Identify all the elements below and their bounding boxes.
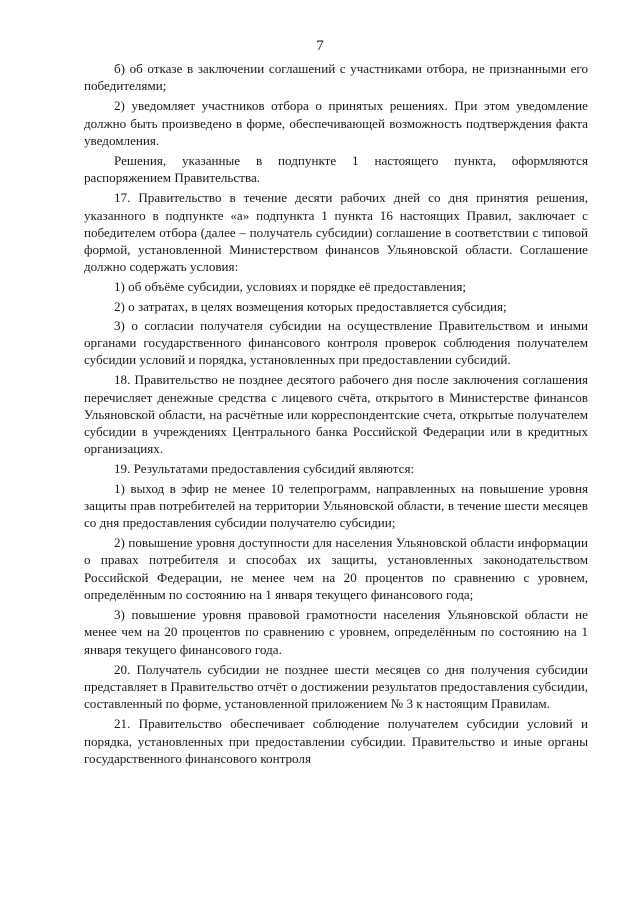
paragraph-17-condition-3: 3) о согласии получателя субсидии на осуществление Правительством и иными органами государственного финансового контроля проверок соблюдения получателем субсидии условий и порядка, установленных при предоставлении субсидий. <box>84 317 588 368</box>
paragraph-21: 21. Правительство обеспечивает соблюдение получателем субсидии условий и порядка, установленных при предоставлении субсидии. Правительство и иные органы государственного финансового контроля <box>84 716 588 766</box>
paragraph-17: 17. Правительство в течение десяти рабочих дней со дня принятия решения, указанного в подпункте «а» подпункта 1 пункта 16 настоящих Правил, заключает с победителем отбора (далее – получатель субсидии) соглашение в соответствии с типовой формой, установленной Министерством финансов Ульяновской области. Соглашение должно содержать условия: <box>84 190 588 275</box>
paragraph-16-2: 2) уведомляет участников отбора о принятых решениях. При этом уведомление должно быть произведено в форме, обеспечивающей возможность подтверждения факта уведомления. <box>84 98 588 148</box>
paragraph-19: 19. Результатами предоставления субсидий являются: <box>114 461 415 477</box>
paragraph-18: 18. Правительство не позднее десятого рабочего дня после заключения соглашения перечисляет денежные средства с лицевого счёта, открытого в Министерстве финансов Ульяновской области, на расчётные или корреспондентские счета, открытые получателем субсидии в учреждениях Центрального банка Российской Федерации или в кредитных организациях. <box>84 372 588 457</box>
paragraph-19-result-2: 2) повышение уровня доступности для населения Ульяновской области информации о правах потребителя и способах их защиты, установленных законодательством Российской Федерации, не менее чем на 20 процентов по сравнению с уровнем, определённым по состоянию на 1 января текущего финансового года; <box>84 535 588 602</box>
paragraph-16-1-b: б) об отказе в заключении соглашений с участниками отбора, не признанными его победителями; <box>84 61 588 94</box>
document-body <box>84 60 588 770</box>
page-number: 7 <box>316 38 324 54</box>
paragraph-19-result-3: 3) повышение уровня правовой грамотности населения Ульяновской области не менее чем на 20 процентов по сравнению с уровнем, определённым по состоянию на 1 января текущего финансового года. <box>84 607 588 657</box>
paragraph-17-condition-1: 1) об объёме субсидии, условиях и порядке её предоставления; <box>114 279 467 295</box>
paragraph-17-condition-2: 2) о затратах, в целях возмещения которых предоставляется субсидия; <box>114 298 507 314</box>
paragraph-16-decisions: Решения, указанные в подпункте 1 настоящего пункта, оформляются распоряжением Правительства. <box>84 153 588 186</box>
paragraph-19-result-1: 1) выход в эфир не менее 10 телепрограмм, направленных на повышение уровня защиты прав потребителей на территории Ульяновской области, в течение шести месяцев со дня предоставления субсидии получателю субсидии; <box>84 480 588 531</box>
paragraph-20: 20. Получатель субсидии не позднее шести месяцев со дня получения субсидии представляет в Правительство отчёт о достижении результатов предоставления субсидии, составленный по форме, установленной приложением № 3 к настоящим Правилам. <box>84 661 588 712</box>
